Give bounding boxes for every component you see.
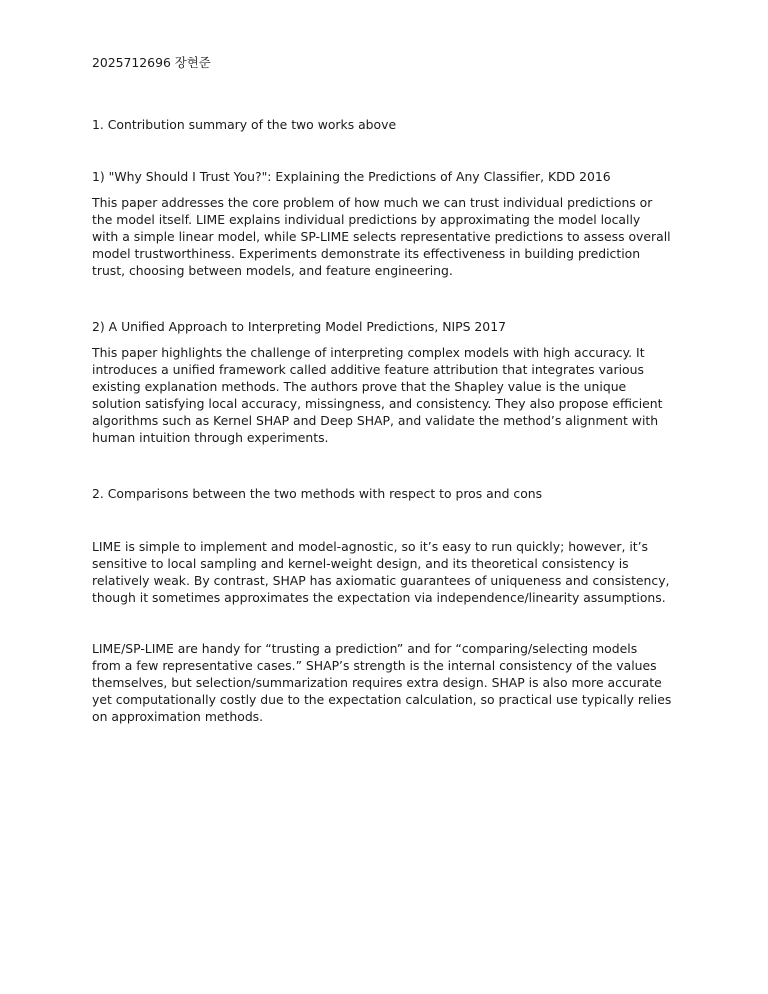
comparison-1-line: relatively weak. By contrast, SHAP has axiomatic guarantees of uniqueness and consistency, [92, 572, 670, 588]
paper-1-summary-line: trust, choosing between models, and feature engineering. [92, 262, 453, 278]
comparison-1-line: LIME is simple to implement and model-agnostic, so it’s easy to run quickly; however, it’s [92, 539, 649, 554]
paper-1-title: 1) "Why Should I Trust You?": Explaining the Predictions of Any Classifier, KDD 2016 [92, 169, 611, 184]
paper-2-summary-line: algorithms such as Kernel SHAP and Deep SHAP, and validate the method’s alignment with [92, 412, 659, 428]
section-1-heading: 1. Contribution summary of the two works above [92, 117, 397, 132]
paper-2-summary-line: human intuition through experiments. [92, 429, 329, 445]
paper-1-summary-line: model trustworthiness. Experiments demonstrate its effectiveness in building prediction [92, 245, 641, 261]
section-2-heading: 2. Comparisons between the two methods with respect to pros and cons [92, 486, 543, 501]
paper-1-summary-line: with a simple linear model, while SP-LIME selects representative predictions to assess overall [92, 228, 671, 244]
comparison-2-line: from a few representative cases.” SHAP’s strength is the internal consistency of the values [92, 657, 657, 673]
paper-1-summary-line: This paper addresses the core problem of how much we can trust individual predictions or [92, 195, 653, 210]
paper-1-summary [92, 195, 682, 280]
paper-2-summary-line: existing explanation methods. The authors prove that the Shapley value is the unique [92, 378, 627, 394]
paper-2-title: 2) A Unified Approach to Interpreting Model Predictions, NIPS 2017 [92, 319, 506, 334]
comparison-2-line: themselves, but selection/summarization requires extra design. SHAP is also more accurate [92, 674, 662, 690]
comparison-2-line: LIME/SP-LIME are handy for “trusting a prediction” and for “comparing/selecting models [92, 641, 638, 656]
comparison-paragraph-2 [92, 641, 682, 726]
paper-1-summary-line: the model itself. LIME explains individual predictions by approximating the model locally [92, 211, 641, 227]
comparison-1-line: though it sometimes approximates the expectation via independence/linearity assumptions. [92, 589, 666, 605]
paper-2-summary-line: introduces a unified framework called additive feature attribution that integrates various [92, 361, 644, 377]
comparison-2-line: on approximation methods. [92, 708, 264, 724]
comparison-paragraph-1 [92, 539, 682, 607]
student-id-name: 2025712696 장현준 [92, 55, 211, 70]
comparison-2-line: yet computationally costly due to the expectation calculation, so practical use typically relies [92, 691, 672, 707]
paper-2-summary [92, 345, 682, 446]
paper-2-summary-line: This paper highlights the challenge of interpreting complex models with high accuracy. It [92, 345, 645, 360]
paper-2-summary-line: solution satisfying local accuracy, missingness, and consistency. They also propose efficient [92, 395, 663, 411]
comparison-1-line: sensitive to local sampling and kernel-weight design, and its theoretical consistency is [92, 555, 629, 571]
